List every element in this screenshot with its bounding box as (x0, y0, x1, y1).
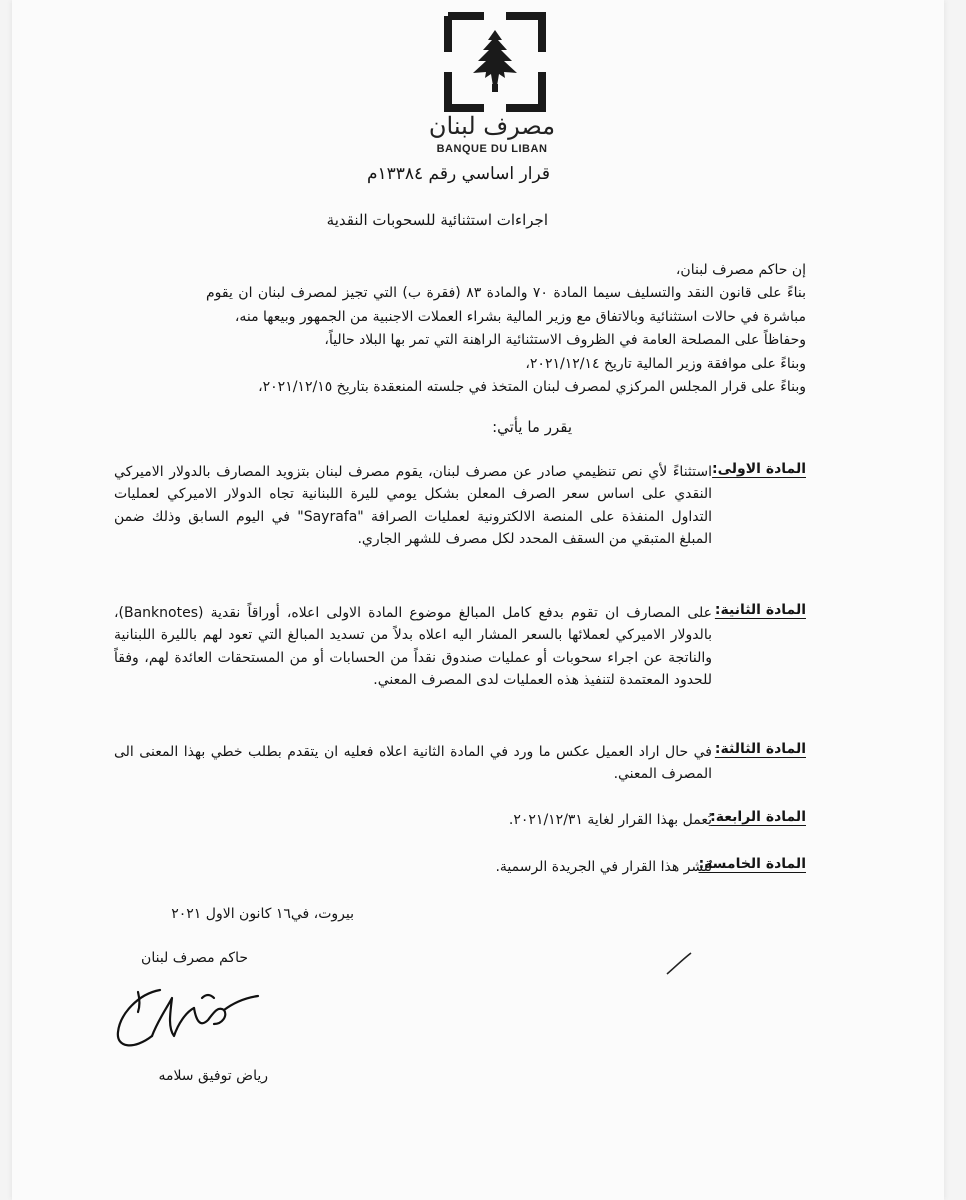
article-3-label: المادة الثالثة: (714, 741, 806, 757)
preamble-line: وبناءً على موافقة وزير المالية تاريخ ٢٠٢١/١٢/١٤، (525, 355, 806, 372)
preamble (206, 259, 806, 399)
article-5-text: يُنشر هذا القرار في الجريدة الرسمية. (495, 859, 712, 875)
bank-name-arabic: مصرف لبنان (428, 112, 556, 140)
preamble-line: إن حاكم مصرف لبنان، (675, 262, 806, 278)
cedar-logo-icon (444, 12, 546, 112)
place-date: بيروت، في١٦ كانون الاول ٢٠٢١ (171, 906, 354, 922)
article-2-text: على المصارف ان تقوم بدفع كامل المبالغ موضوع المادة الاولى اعلاه، أوراقاً نقدية (Banknotes)، بالدولار الاميركي لعملائها بالسعر المشار اليه اعلاه بدلاً من تسديد المبالغ التي تعود لهم بالليرة اللبنانية والناتجة عن اجراء سحوبات أو عمليات صندوق نقداً من الحسابات أو من المستحقات العائدة لهم، وفقاً للحدود المعتمدة لتنفيذ هذه العمليات لدى المصرف المعني. (114, 605, 712, 688)
document-page (12, 0, 944, 1200)
preamble-line: وحفاظاً على المصلحة العامة في الظروف الاستثنائية الراهنة التي تمر بها البلاد حالياً، (324, 332, 806, 349)
signature-tick-icon (664, 950, 694, 978)
article-1-text: استثناءً لأي نص تنظيمي صادر عن مصرف لبنان، يقوم مصرف لبنان بتزويد المصارف بالدولار الاميركي النقدي على اساس سعر الصرف المعلن بشكل يومي لليرة اللبنانية تجاه الدولار الاميركي لعمليات التداول المنفذة على المنصة الالكترونية لعمليات الصرافة "Sayrafa" في اليوم السابق وذلك ضمن المبلغ المتبقي من السقف المحدد لكل مصرف للشهر الجاري. (114, 464, 712, 547)
document-subject: اجراءات استثنائية للسحوبات النقدية (326, 211, 548, 229)
article-4-label: المادة الرابعة: (710, 809, 806, 825)
article-5-label: المادة الخامسة: (698, 856, 806, 872)
preamble-line: وبناءً على قرار المجلس المركزي لمصرف لبنان المتخذ في جلسته المنعقدة بتاريخ ٢٠٢١/١٢/١٥، (258, 379, 806, 396)
article-2-label: المادة الثانية: (714, 602, 806, 618)
article-4-text: يُعمل بهذا القرار لغاية ٢٠٢١/١٢/٣١. (508, 812, 712, 828)
signer-title: حاكم مصرف لبنان (141, 950, 248, 966)
handwritten-signature-icon (98, 980, 288, 1060)
article-1-label: المادة الاولى: (712, 461, 806, 477)
decision-number: قرار اساسي رقم ١٣٣٨٤م (366, 164, 550, 184)
signer-name: رياض توفيق سلامه (158, 1068, 268, 1084)
decree-heading: يقرر ما يأتي: (492, 418, 572, 436)
preamble-line: بناءً على قانون النقد والتسليف سيما المادة ٧٠ والمادة ٨٣ (فقرة ب) التي تجيز لمصرف لبنان ان يقوم مباشرة في حالات استثنائية وبالاتفاق مع وزير المالية بشراء العملات الاجنبية من الجمهور وبيعها منه، (206, 285, 806, 325)
bank-name-french: BANQUE DU LIBAN (436, 143, 548, 155)
article-3-text: في حال اراد العميل عكس ما ورد في المادة الثانية اعلاه فعليه ان يتقدم بطلب خطي بهذا المعنى الى المصرف المعني. (114, 744, 712, 783)
